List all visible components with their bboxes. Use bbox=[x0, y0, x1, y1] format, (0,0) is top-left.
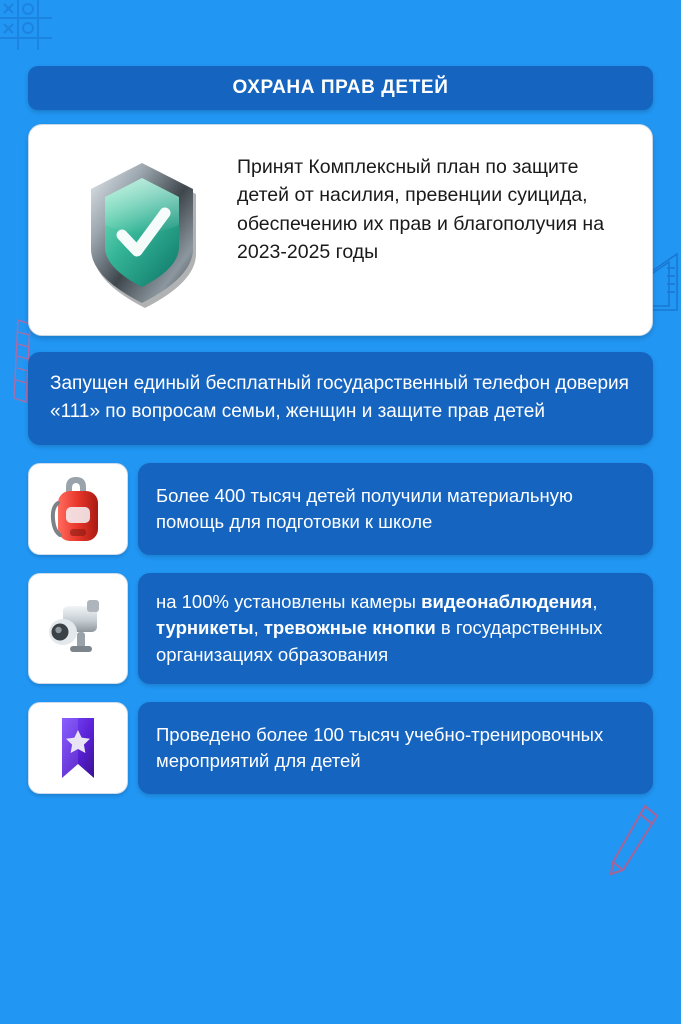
page-title: ОХРАНА ПРАВ ДЕТЕЙ bbox=[232, 77, 449, 98]
shield-check-icon bbox=[57, 153, 227, 313]
row-icon-wrap bbox=[28, 463, 128, 555]
infographic-sheet bbox=[28, 66, 653, 794]
hero-card bbox=[28, 124, 653, 336]
row-text: Проведено более 100 тысяч учебно-тренировочных мероприятий для детей bbox=[138, 702, 653, 794]
row-icon-wrap bbox=[28, 573, 128, 684]
cctv-camera-icon bbox=[43, 596, 113, 660]
hero-text: Принят Комплексный план по защите детей от насилия, превенции суицида, обеспечению их прав и благополучия на 2023-2025 годы bbox=[237, 156, 605, 264]
row-material-aid bbox=[28, 463, 653, 555]
backpack-icon bbox=[46, 473, 110, 545]
row-text: на 100% установлены камеры видеонаблюдения, турникеты, тревожные кнопки в государственных организациях образования bbox=[138, 573, 653, 684]
hotline-card: Запущен единый бесплатный государственный телефон доверия «111» по вопросам семьи, женщин и защите прав детей bbox=[28, 352, 653, 445]
row-training-events bbox=[28, 702, 653, 794]
award-ribbon-icon bbox=[50, 712, 106, 784]
page-header-banner bbox=[28, 66, 653, 110]
pencil-doodle-icon bbox=[599, 800, 663, 884]
hero-icon-wrap bbox=[47, 147, 237, 313]
tic-tac-toe-doodle-icon bbox=[0, 0, 56, 56]
row-security-cameras bbox=[28, 573, 653, 684]
row-icon-wrap bbox=[28, 702, 128, 794]
row-text: Более 400 тысяч детей получили материальную помощь для подготовки к школе bbox=[138, 463, 653, 555]
